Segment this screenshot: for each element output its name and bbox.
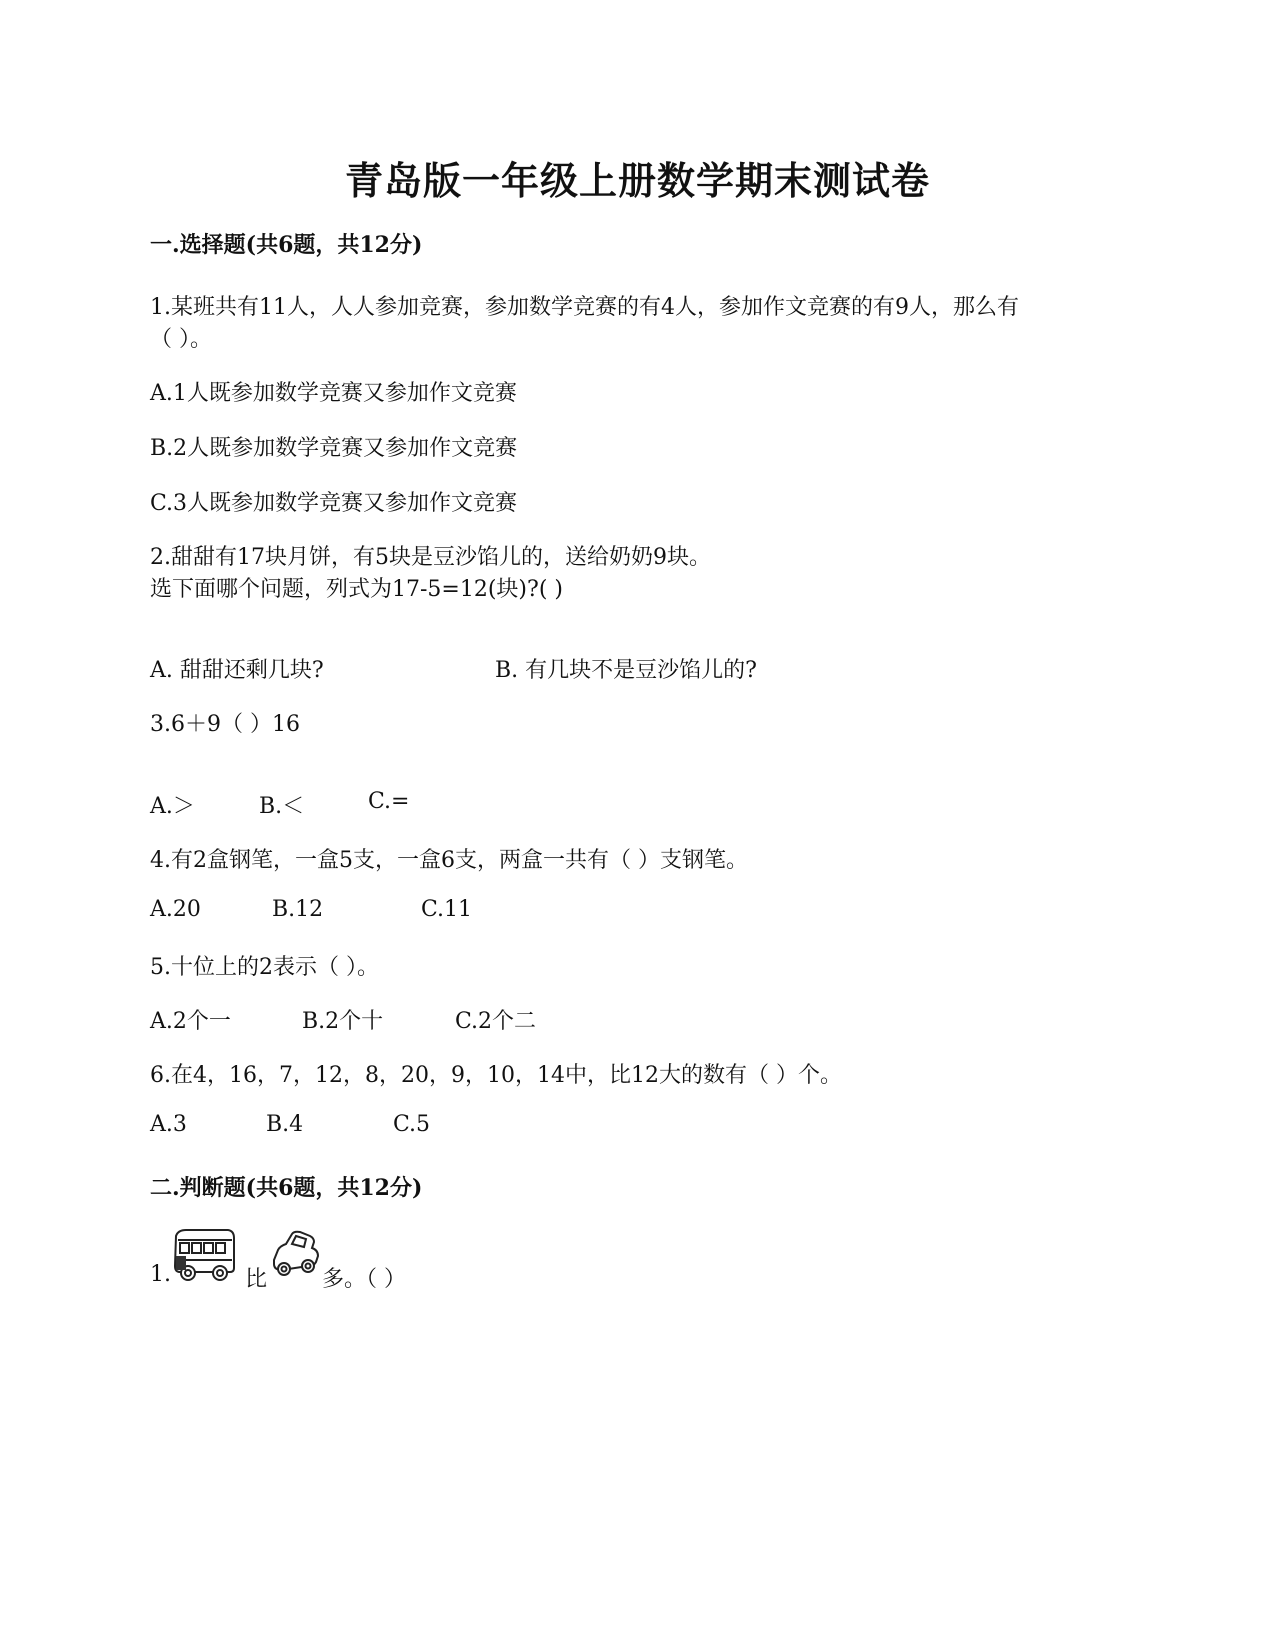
question-4-option-a: A.20	[150, 897, 201, 922]
section-heading-choice: 一.选择题(共6题，共12分)	[150, 232, 423, 258]
question-4-option-b: B.12	[272, 897, 324, 922]
question-6-option-b: B.4	[266, 1112, 304, 1137]
question-5-stem: 5.十位上的2表示（ ）。	[150, 955, 379, 980]
car-icon	[268, 1226, 324, 1284]
question-1-stem: 1.某班共有11人，人人参加竞赛，参加数学竞赛的有4人，参加作文竞赛的有9人，那么有	[150, 295, 1019, 320]
question-1-option-a: A.1人既参加数学竞赛又参加作文竞赛	[150, 381, 517, 406]
question-4-option-c: C.11	[421, 897, 473, 922]
page-title: 青岛版一年级上册数学期末测试卷	[344, 158, 930, 203]
question-1-option-c: C.3人既参加数学竞赛又参加作文竞赛	[150, 491, 518, 516]
question-4-stem: 4.有2盒钢笔，一盒5支，一盒6支，两盒一共有（ ）支钢笔。	[150, 848, 748, 873]
bus-icon	[170, 1226, 238, 1288]
question-5-option-b: B.2个十	[302, 1009, 384, 1034]
question-3-option-b: B.＜	[259, 794, 305, 819]
question-2-stem-cont: 选下面哪个问题，列式为17-5=12(块)?( )	[150, 577, 563, 602]
question-1-stem-cont: （ ）。	[150, 327, 212, 352]
question-1-option-b: B.2人既参加数学竞赛又参加作文竞赛	[150, 436, 518, 461]
judgement-1-number: 1.	[150, 1262, 171, 1287]
question-6-option-a: A.3	[150, 1112, 187, 1137]
judgement-1-tail: 多。（ ）	[322, 1267, 406, 1292]
question-5-option-c: C.2个二	[455, 1009, 537, 1034]
question-6-option-c: C.5	[393, 1112, 431, 1137]
question-3-option-c: C.=	[368, 789, 410, 814]
question-3-stem: 3.6＋9（ ）16	[150, 712, 300, 737]
section-heading-judgement: 二.判断题(共6题，共12分)	[150, 1175, 423, 1201]
question-2-stem: 2.甜甜有17块月饼，有5块是豆沙馅儿的，送给奶奶9块。	[150, 545, 711, 570]
question-3-option-a: A.＞	[150, 794, 195, 819]
question-2-option-b: B. 有几块不是豆沙馅儿的?	[495, 658, 757, 683]
question-5-option-a: A.2个一	[150, 1009, 231, 1034]
question-6-stem: 6.在4，16，7，12，8，20，9，10，14中，比12大的数有（ ）个。	[150, 1063, 842, 1088]
judgement-1-compare-word: 比	[245, 1267, 268, 1292]
question-2-option-a: A. 甜甜还剩几块?	[150, 658, 324, 683]
